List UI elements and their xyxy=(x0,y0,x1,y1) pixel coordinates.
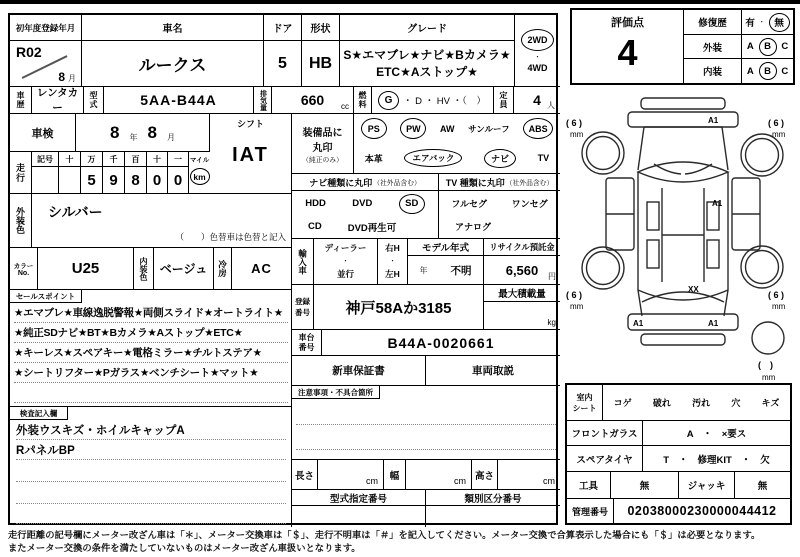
length-unit: cm xyxy=(366,476,378,486)
footer-line-2: またメーター交換の条件を満たしていないものはメーター改ざん車扱いとなります。 xyxy=(8,543,361,553)
color-no-label xyxy=(10,248,38,290)
displacement-value: 660 xyxy=(300,92,325,108)
tools-value: 無 xyxy=(611,472,679,499)
tv-type-row-1 xyxy=(439,191,560,215)
wheel-front-left-inner xyxy=(587,137,620,170)
repair-yes: 有 xyxy=(745,18,755,29)
wipers xyxy=(654,164,712,174)
sales-line-empty xyxy=(14,383,288,403)
equipment-row-2 xyxy=(354,144,560,174)
tv-type-sub: （社外品含む） xyxy=(505,180,554,188)
first-registration-header: 初年度登録年月 xyxy=(10,15,82,41)
length-value-cell xyxy=(318,460,384,490)
shaken-year-unit: 年 xyxy=(129,133,138,142)
jack-value: 無 xyxy=(735,472,790,499)
sales-points-label: セールスポイント xyxy=(10,290,82,303)
model-year-cell xyxy=(408,239,484,285)
km-unit-circled: km xyxy=(190,168,210,185)
sales-line-4: ★シートリフター★Pガラス★ベンチシート★マット★ xyxy=(14,363,288,383)
exterior-color-note: （ ）色替車は色替と記入 xyxy=(175,232,286,242)
tread-depth-rear-left: ( 6 ) xyxy=(566,290,583,300)
chassis-label xyxy=(292,330,322,356)
model-year-label: モデル年式 xyxy=(408,239,483,256)
footer-notes xyxy=(8,529,796,555)
spare-tread-unit: mm xyxy=(762,373,776,382)
displacement-label: 排気量 xyxy=(254,87,272,114)
navi-type-row-1 xyxy=(292,191,438,215)
mileage-header-symbol: 記号 xyxy=(32,152,58,167)
length-label: 長さ xyxy=(292,460,318,490)
damage-code-right-side: A1 xyxy=(712,199,723,208)
recycle-deposit-value: 6,560 xyxy=(505,262,539,278)
seat-item-dirt: 汚れ xyxy=(692,398,711,408)
caution-line-1 xyxy=(296,399,556,425)
main-table xyxy=(8,13,558,525)
car-damage-diagram xyxy=(562,90,798,386)
inspection-notes-box xyxy=(10,407,292,527)
exterior-color-cell xyxy=(32,194,292,248)
windshield-value: A ・ ×要ス xyxy=(643,421,790,446)
model-year-value: 不明 xyxy=(450,264,472,277)
reg-number-value: 神戸58Aか3185 xyxy=(314,285,484,330)
mileage-digit-100: 8 xyxy=(131,171,140,189)
repair-history-label: 修復歴 xyxy=(684,10,742,35)
max-load-cell xyxy=(484,285,560,330)
inspection-line-5 xyxy=(16,504,286,524)
score-value: 4 xyxy=(617,32,638,73)
model-year-unit: 年 xyxy=(419,265,428,275)
import-right-handle: 右H xyxy=(385,243,400,253)
spare-tire-label: スペアタイヤ xyxy=(567,446,643,472)
mileage-digit-10: 0 xyxy=(152,171,162,189)
navi-type-sub: （社外品含む） xyxy=(373,180,421,188)
jack-label: ジャッキ xyxy=(679,472,735,499)
chassis-label-1: 車台 xyxy=(298,332,315,342)
chassis-value: B44A-0020661 xyxy=(322,330,560,356)
tread-depth-front-right: ( 6 ) xyxy=(768,118,785,128)
seat-label-2: シート xyxy=(572,403,597,413)
seat-left-front xyxy=(647,202,659,230)
interior-grade-label: 内装 xyxy=(684,59,742,83)
windshield-label: フロントガラス xyxy=(567,421,643,446)
mileage-col-100k xyxy=(58,152,80,193)
front-top-bar xyxy=(641,98,725,109)
seat-label-1: 室内 xyxy=(576,392,593,402)
import-parallel: 並行 xyxy=(336,269,354,279)
spare-tire-circle xyxy=(752,322,784,354)
mileage-label: 走行 xyxy=(10,152,32,194)
warranty-cell: 新車保証書 xyxy=(292,356,426,386)
shift-cell xyxy=(210,114,292,194)
repair-history-value xyxy=(742,10,793,35)
fuel-label: 燃料 xyxy=(354,87,372,114)
import-label: 輸入車 xyxy=(292,239,314,285)
caution-line-2 xyxy=(296,425,556,450)
rear-bottom-bar xyxy=(641,334,725,345)
tread-depth-front-left: ( 6 ) xyxy=(566,118,583,128)
equip-tv: TV xyxy=(537,153,550,164)
mileage-col-10 xyxy=(146,152,167,193)
footer-line-1: 走行距離の記号欄にメーター改ざん車は「＊」、メーター交換車は「＄」、走行不明車は「＃」を記入してください。メーター交換で合算表示した場合にも「＄」は必要となります。 xyxy=(8,530,761,540)
height-unit: cm xyxy=(543,476,555,486)
equipment-label-2: 丸印 xyxy=(312,142,333,154)
rear-bumper xyxy=(628,314,738,330)
control-number-value: 02038000230000044412 xyxy=(627,504,777,518)
tread-unit-front-right: mm xyxy=(772,130,786,139)
equip-ps-circled: PS xyxy=(361,118,387,139)
tread-unit-front-left: mm xyxy=(570,130,584,139)
mileage-grid xyxy=(32,152,210,194)
first-registration-value xyxy=(10,41,82,87)
mileage-header-100k: 十 xyxy=(59,152,80,167)
tv-type-box xyxy=(439,174,560,239)
exterior-grade-b-circled: B xyxy=(759,38,777,56)
shaken-label: 車検 xyxy=(10,114,76,152)
shaken-year: 8 xyxy=(110,122,120,142)
wheel-rear-left-inner xyxy=(587,252,620,285)
caution-label: 注意事項・不具合箇所 xyxy=(292,386,380,399)
shaken-month-unit: 月 xyxy=(166,133,175,142)
exterior-color-label: 外装色 xyxy=(10,194,32,248)
shape-value: HB xyxy=(302,41,340,87)
navi-type-label: ナビ種類に丸印 xyxy=(309,177,373,188)
mileage-header-10k: 万 xyxy=(81,152,102,167)
width-value-cell xyxy=(406,460,472,490)
model-code-value: 5AA-B44A xyxy=(104,87,254,114)
interior-color-value: ベージュ xyxy=(154,248,214,290)
equipment-row-1 xyxy=(354,114,560,144)
drive-separator: ・ xyxy=(534,53,541,61)
shape-header: 形状 xyxy=(302,15,340,41)
inspection-notes-label: 検査記入欄 xyxy=(10,407,68,420)
tread-unit-rear-right: mm xyxy=(772,302,786,311)
interior-grade-c: C xyxy=(781,65,789,77)
equipment-label-3: （純正のみ） xyxy=(302,156,343,164)
aircon-value: AC xyxy=(232,248,292,290)
wheel-front-left xyxy=(582,132,624,174)
height-label: 高さ xyxy=(472,460,498,490)
fuel-options-cell xyxy=(372,87,494,114)
grade-header: グレード xyxy=(340,15,514,41)
recycle-deposit-cell xyxy=(484,239,560,285)
mileage-col-1 xyxy=(167,152,188,193)
mileage-header-1: 一 xyxy=(168,152,188,167)
windshield xyxy=(638,162,728,182)
reg-number-label xyxy=(292,285,314,330)
navi-hdd: HDD xyxy=(305,198,326,210)
mileage-digit-1: 0 xyxy=(173,171,183,189)
color-no-label-1: カラー xyxy=(13,262,34,270)
mileage-digit-1k: 9 xyxy=(109,171,118,189)
hood-outline xyxy=(638,127,728,170)
seat-right-rear xyxy=(707,240,719,268)
inspection-line-3 xyxy=(16,460,286,482)
reg-number-label-2: 番号 xyxy=(295,308,310,317)
mileage-digit-symbol xyxy=(32,167,58,193)
capacity-value-cell xyxy=(514,87,560,114)
score-box xyxy=(570,8,795,85)
sales-line-3: ★キーレス★スペアキー★電格ミラー★チルトステア★ xyxy=(14,343,288,363)
mileage-digit-100k xyxy=(59,167,80,193)
drive-2wd-circled: 2WD xyxy=(521,29,554,51)
damage-code-front-bumper: A1 xyxy=(708,116,719,125)
shaken-month: 8 xyxy=(147,122,157,142)
reg-month-value: 8 xyxy=(58,70,65,84)
inspection-line-4 xyxy=(16,482,286,504)
grade-line2: ETC★Aストップ★ xyxy=(376,64,478,79)
caution-box xyxy=(292,386,560,460)
mileage-col-symbol xyxy=(32,152,58,193)
damage-code-rear-left: A1 xyxy=(633,319,644,328)
seat-item-scratch: キズ xyxy=(761,398,780,408)
scan-top-bar xyxy=(0,0,800,4)
tread-unit-rear-left: mm xyxy=(570,302,584,311)
recycle-deposit-value-row xyxy=(484,256,560,284)
inspection-line-2: RパネルBP xyxy=(16,440,286,460)
grade-value xyxy=(340,41,514,87)
grade-line1: S★エマブレ★ナビ★Bカメラ★ xyxy=(343,47,511,62)
capacity-unit: 人 xyxy=(547,101,555,110)
history-value: レンタカー xyxy=(32,87,84,114)
mile-unit-label: マイル xyxy=(189,157,210,164)
door-value: 5 xyxy=(264,41,302,87)
inspection-line-1: 外装ウスキズ・ホイルキャップA xyxy=(16,420,286,440)
equipment-label-1: 装備品に xyxy=(302,127,343,139)
seat-condition-items xyxy=(603,385,790,421)
navi-cd: CD xyxy=(308,221,322,233)
reg-era-value: R02 xyxy=(16,44,42,60)
door-header: ドア xyxy=(264,15,302,41)
max-load-label: 最大積載量 xyxy=(484,285,560,302)
car-name-header: 車名 xyxy=(82,15,264,41)
interior-color-label: 内装色 xyxy=(134,248,154,290)
mileage-col-10k xyxy=(80,152,102,193)
score-label: 評価点 xyxy=(611,17,644,29)
score-cell xyxy=(572,10,684,83)
tv-type-header xyxy=(439,174,560,191)
navi-type-header xyxy=(292,174,438,191)
import-dealer-cell xyxy=(314,239,378,285)
seat-left-rear xyxy=(647,240,659,268)
shift-label: シフト xyxy=(236,119,264,129)
condition-panel xyxy=(565,383,792,525)
equip-leather: 本革 xyxy=(364,153,383,164)
displacement-unit: cc xyxy=(341,102,349,111)
equip-navi-circled: ナビ xyxy=(484,149,516,168)
width-label: 幅 xyxy=(384,460,406,490)
tread-depth-rear-right: ( 6 ) xyxy=(768,290,785,300)
spare-tread-paren: ( ) xyxy=(758,360,773,370)
repair-no-circled: 無 xyxy=(769,13,790,32)
type-designation-label: 型式指定番号 xyxy=(292,490,426,506)
reg-month-unit: 月 xyxy=(68,74,76,83)
seat-item-hole: 穴 xyxy=(731,398,741,408)
class-number-label: 類別区分番号 xyxy=(426,490,560,506)
tv-type-row-2 xyxy=(439,216,560,238)
equip-sunroof: サンルーフ xyxy=(468,123,510,134)
exterior-color-value: シルバー xyxy=(48,204,103,220)
seat-item-burn: コゲ xyxy=(613,398,632,408)
tv-type-label: TV 種類に丸印 xyxy=(445,177,505,188)
mileage-col-100 xyxy=(124,152,146,193)
equip-aw: AW xyxy=(440,123,455,134)
type-designation-value xyxy=(292,506,426,527)
import-dealer: ディーラー xyxy=(324,243,367,253)
capacity-label: 定員 xyxy=(494,87,514,114)
wheel-rear-right xyxy=(741,246,783,288)
tv-fullseg: フルセグ xyxy=(451,199,487,210)
fuel-other-options: ・ D ・ HV ・（ ） xyxy=(403,96,486,107)
seat-label xyxy=(567,385,603,421)
navi-sd-circled: SD xyxy=(399,194,425,214)
damage-code-rear: XX xyxy=(688,285,699,294)
interior-grade-value xyxy=(742,59,793,83)
tv-analog: アナログ xyxy=(455,222,492,233)
max-load-unit: kg xyxy=(547,318,556,327)
import-dot-1: ・ xyxy=(342,258,349,265)
import-left-handle: 左H xyxy=(385,269,400,279)
import-dot-2: ・ xyxy=(389,258,396,265)
height-value-cell xyxy=(498,460,560,490)
sales-line-1: ★エマブレ★車線逸脱警報★両側スライド★オートライト★ xyxy=(14,303,288,323)
manual-cell: 車両取説 xyxy=(426,356,560,386)
wheel-front-right xyxy=(741,134,783,176)
sales-line-2: ★純正SDナビ★BT★Bカメラ★Aストップ★ETC★ xyxy=(14,323,288,343)
equip-abs-circled: ABS xyxy=(523,118,553,139)
mileage-unit-cell xyxy=(188,152,210,193)
interior-grade-b-circled: B xyxy=(759,62,777,80)
navi-dvd-play: DVD再生可 xyxy=(347,222,397,234)
equipment-items-cell xyxy=(354,114,560,174)
repair-dot: ・ xyxy=(758,19,766,26)
drive-type-cell xyxy=(514,15,560,87)
equipment-label-cell xyxy=(292,114,354,174)
exterior-grade-label: 外装 xyxy=(684,35,742,59)
car-name-value: ルークス xyxy=(82,41,264,87)
import-handle-cell xyxy=(378,239,408,285)
equip-airbag-circled: エアバック xyxy=(404,149,462,167)
interior-grade-a: A xyxy=(746,65,754,77)
wheel-rear-left xyxy=(582,247,624,289)
color-no-value: U25 xyxy=(38,248,134,290)
shift-value: IAT xyxy=(232,144,269,166)
tools-label: 工具 xyxy=(567,472,611,499)
recycle-deposit-unit: 円 xyxy=(548,272,556,281)
equip-pw-circled: PW xyxy=(400,118,426,139)
tv-oneseg: ワンセグ xyxy=(511,199,548,210)
wheel-front-right-inner xyxy=(746,139,779,172)
sales-points-box xyxy=(10,290,292,407)
exterior-grade-a: A xyxy=(746,41,754,52)
width-unit: cm xyxy=(454,476,466,486)
displacement-value-cell xyxy=(272,87,354,114)
interior-lines xyxy=(662,188,704,282)
navi-type-box xyxy=(292,174,439,239)
wheel-rear-right-inner xyxy=(746,251,779,284)
navi-type-row-2 xyxy=(292,216,438,238)
mileage-header-1k: 千 xyxy=(103,152,124,167)
capacity-value: 4 xyxy=(533,92,541,108)
seat-item-tear: 破れ xyxy=(652,398,671,408)
spare-tire-value: T ・ 修理KIT ・ 欠 xyxy=(643,446,790,472)
exterior-grade-value xyxy=(742,35,793,59)
max-load-value-row xyxy=(484,302,560,329)
control-number-label: 管理番号 xyxy=(567,499,614,523)
cabin-sides xyxy=(638,172,728,300)
mileage-header-100: 百 xyxy=(125,152,146,167)
damage-code-rear-right: A1 xyxy=(708,319,719,328)
shaken-value-cell xyxy=(76,114,210,152)
model-year-value-row xyxy=(408,256,483,284)
front-bumper xyxy=(628,112,738,127)
mileage-header-10: 十 xyxy=(147,152,167,167)
recycle-deposit-label: リサイクル預託金 xyxy=(484,239,560,256)
history-label: 車歴 xyxy=(10,87,32,114)
mileage-digit-10k: 5 xyxy=(87,171,96,189)
color-no-label-2: No. xyxy=(17,269,30,277)
reg-number-label-1: 登録 xyxy=(295,297,310,306)
navi-dvd: DVD xyxy=(352,198,373,210)
model-code-label: 型式 xyxy=(84,87,104,114)
chassis-label-2: 番号 xyxy=(298,342,315,352)
drive-4wd: 4WD xyxy=(527,62,548,73)
exterior-grade-c: C xyxy=(781,41,789,52)
rear-quarter-lines xyxy=(638,290,728,316)
fuel-gasoline-circled: G xyxy=(378,91,399,110)
mileage-col-1k xyxy=(102,152,124,193)
aircon-label: 冷房 xyxy=(214,248,232,290)
